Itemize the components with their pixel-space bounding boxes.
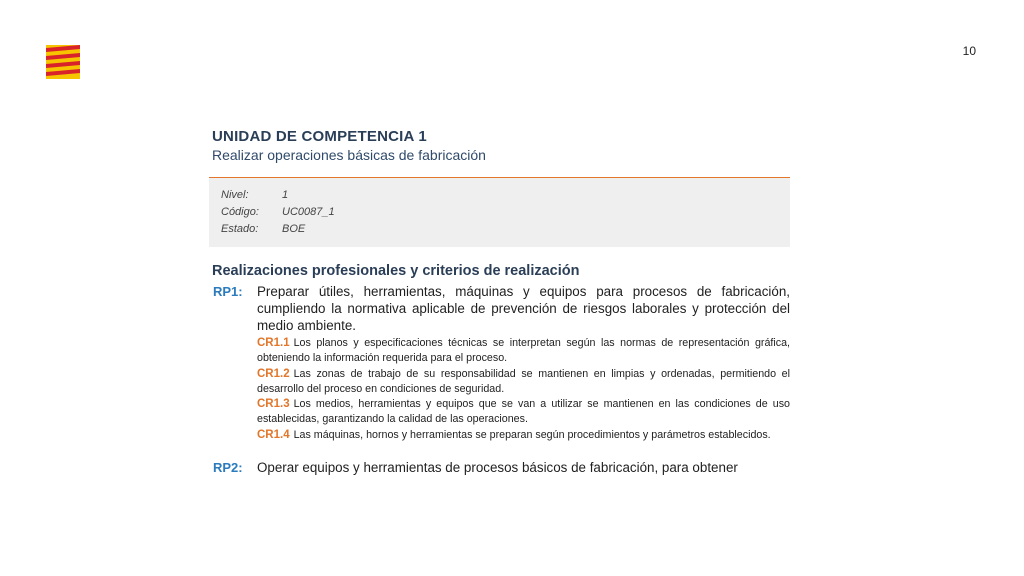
criterion-item: [257, 428, 790, 443]
criterion-code: CR1.4: [257, 428, 290, 441]
document-content: [209, 128, 790, 476]
criterion-item: [257, 336, 790, 366]
info-box: [209, 178, 790, 247]
page-number: 10: [962, 44, 976, 58]
info-value: BOE: [282, 223, 306, 235]
rp2-body: [257, 459, 790, 476]
criteria-list: [257, 336, 790, 443]
unit-subtitle: Realizar operaciones básicas de fabricación: [212, 147, 486, 163]
info-label: Código:: [221, 206, 259, 218]
criterion-code: CR1.2: [257, 367, 290, 380]
rp2-text: Operar equipos y herramientas de procesos básicos de fabricación, para obtener: [257, 460, 738, 475]
section-title: Realizaciones profesionales y criterios de realización: [212, 263, 580, 279]
unit-title: UNIDAD DE COMPETENCIA 1: [212, 128, 427, 145]
info-row-nivel: [221, 187, 790, 204]
info-value: UC0087_1: [282, 206, 335, 218]
info-label: Estado:: [221, 223, 259, 235]
info-row-estado: [221, 221, 790, 238]
aragon-flag-icon: [46, 45, 80, 79]
criterion-code: CR1.3: [257, 398, 290, 410]
rp1-body: [257, 283, 790, 443]
criterion-item: [257, 397, 790, 427]
info-value: 1: [282, 189, 289, 201]
criterion-code: CR1.1: [257, 337, 290, 349]
criterion-text: Las máquinas, hornos y herramientas se preparan según procedimientos y parámetros establecidos.: [293, 428, 771, 441]
rp1-text: Preparar útiles, herramientas, máquinas y equipos para procesos de fabricación, cumpliendo la normativa aplicable de prevención de riesgos laborales y protección del medio ambiente.: [257, 284, 790, 333]
criterion-text: Los medios, herramientas y equipos que se van a utilizar se mantienen en las condiciones de uso establecidas, garantizando la calidad de las operaciones.: [257, 398, 790, 425]
aragon-flag-logo: [46, 45, 80, 79]
rp2-code: RP2:: [213, 460, 243, 475]
rp2-block: [209, 459, 790, 476]
info-label: Nivel:: [221, 189, 249, 201]
rp1-code: RP1:: [213, 284, 243, 299]
criterion-item: [257, 367, 790, 397]
criterion-text: Las zonas de trabajo de su responsabilidad se mantienen en limpias y ordenadas, permitiendo el desarrollo del proceso en condiciones de seguridad.: [257, 367, 790, 395]
rp1-block: [209, 283, 790, 443]
info-row-codigo: [221, 204, 790, 221]
criterion-text: Los planos y especificaciones técnicas se interpretan según las normas de representación gráfica, obteniendo la información requerida para el proceso.: [257, 337, 790, 364]
